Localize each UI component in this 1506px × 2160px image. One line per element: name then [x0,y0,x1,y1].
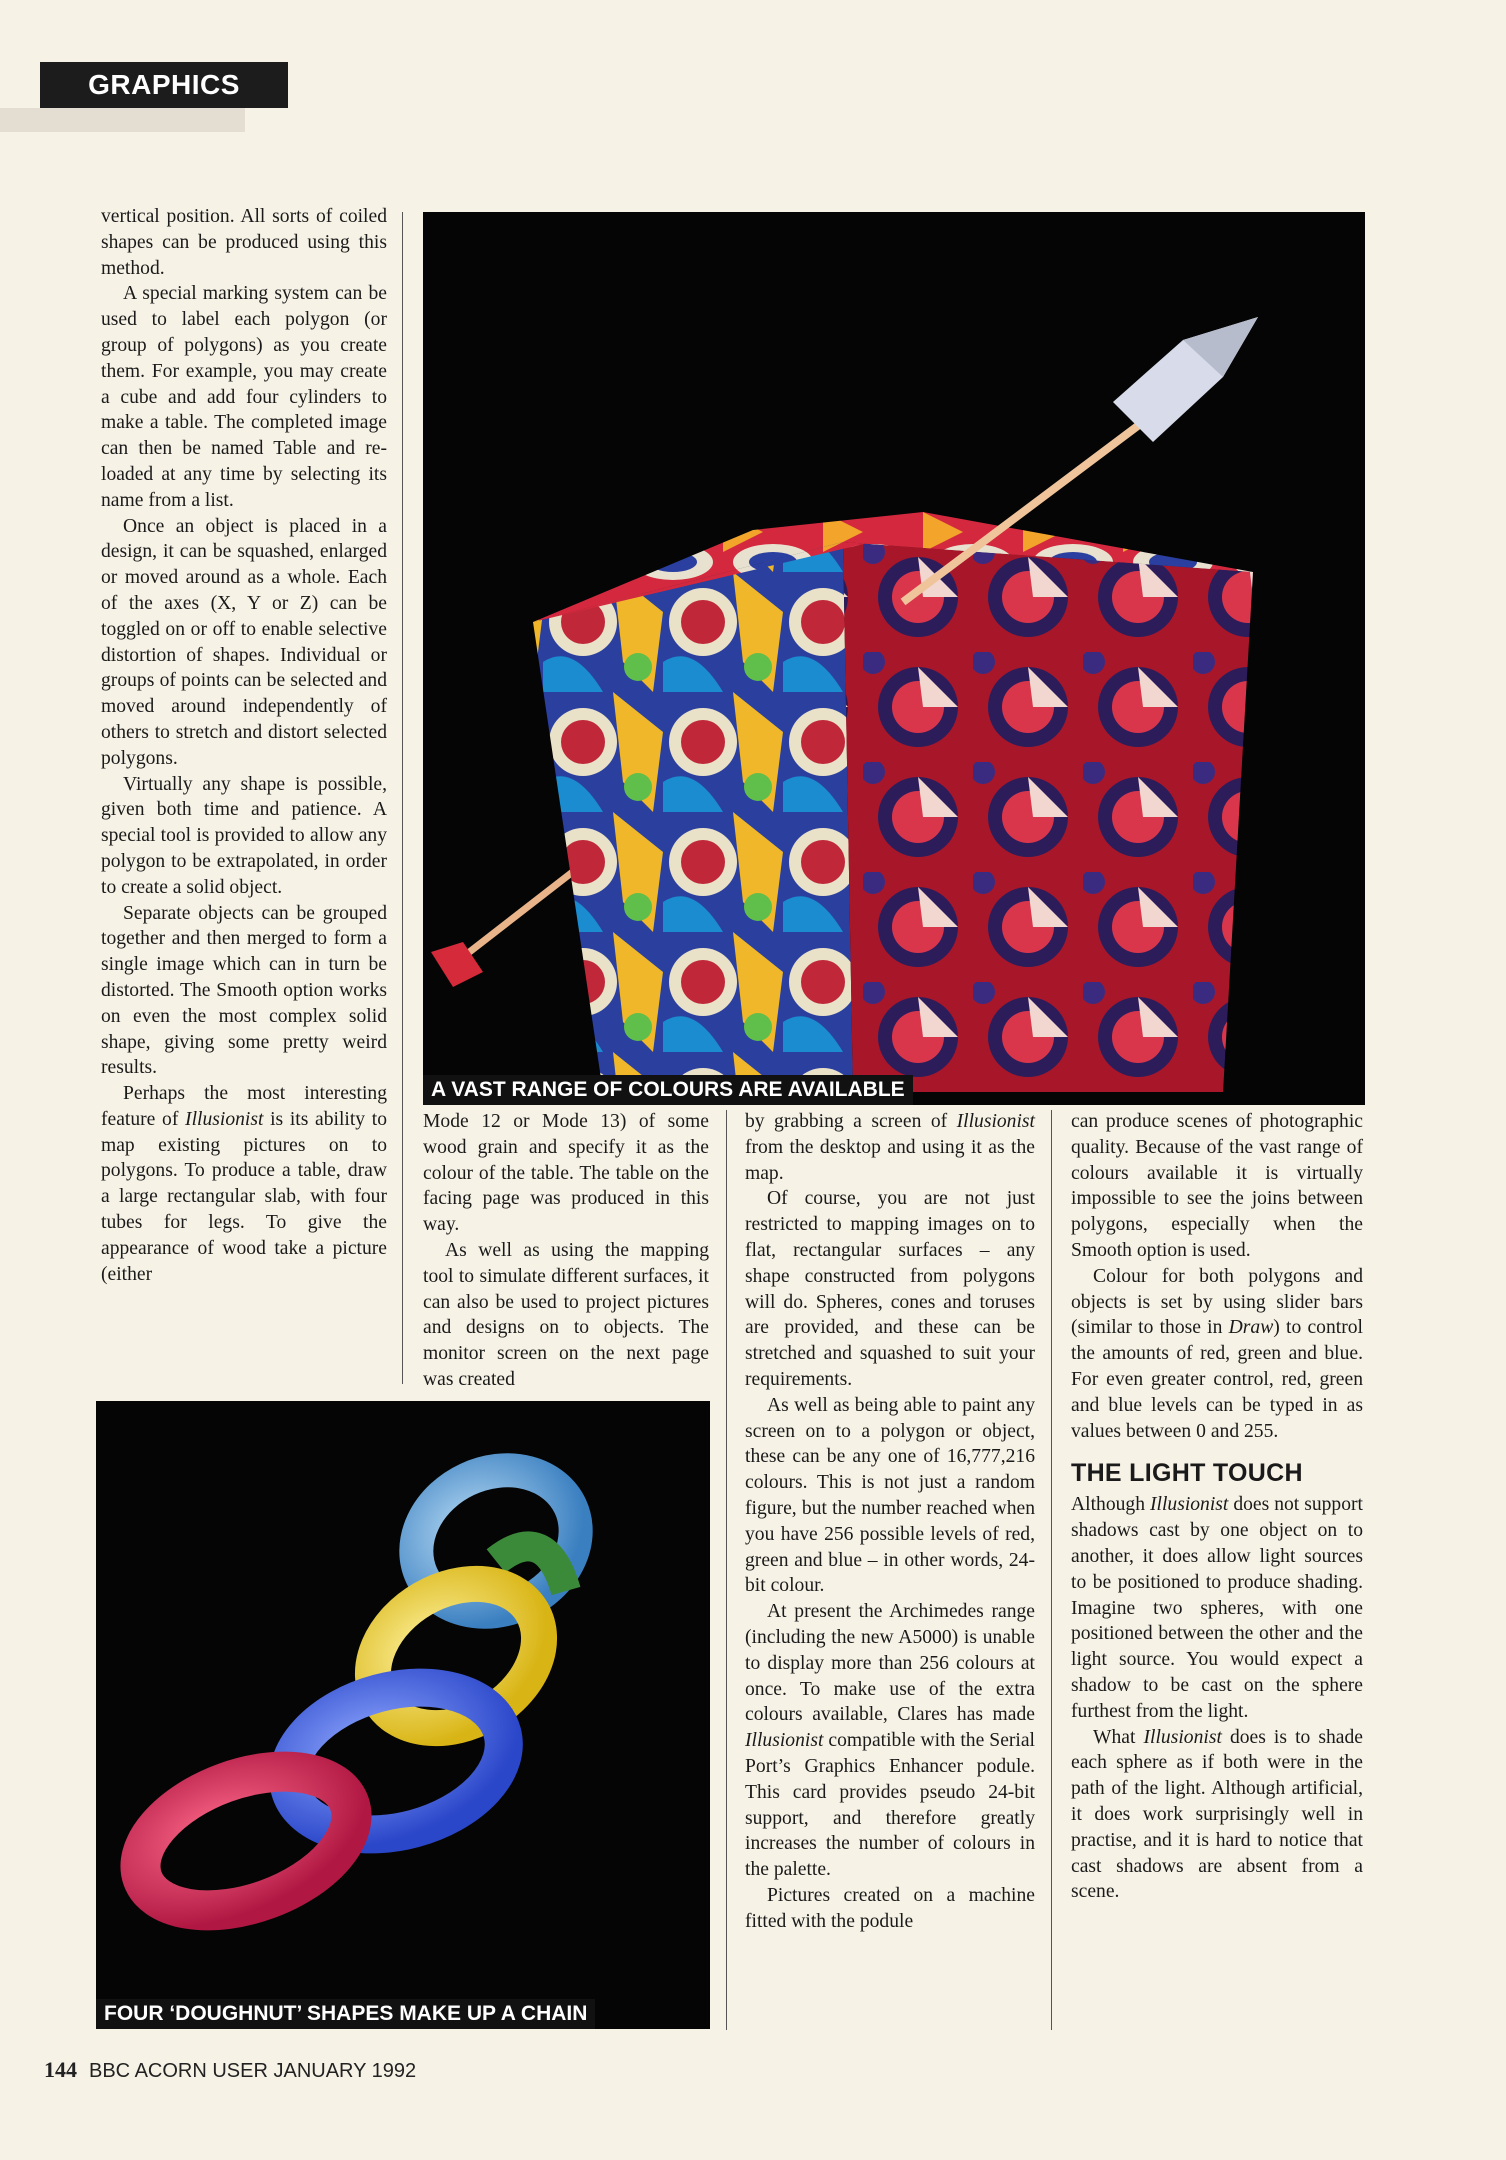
paragraph [1071,1492,1363,1724]
text-run: At present the Archimedes range (including the new A5000) is unable to display more than 256 colours at once. To make use of the extra colours available, Clares has made [745,1601,1035,1726]
figure-caption: FOUR ‘DOUGHNUT’ SHAPES MAKE UP A CHAIN [96,1999,595,2029]
text-run: Colour for both polygons and objects is set by using slider bars (similar to those in [1071,1265,1363,1339]
column-4 [1071,1109,1363,1905]
product-name: Illusionist [185,1108,264,1130]
section-tag: GRAPHICS [40,62,288,108]
figure-caption: A VAST RANGE OF COLOURS ARE AVAILABLE [423,1075,913,1105]
paragraph: vertical position. All sorts of coiled shapes can be produced using this method. [101,206,387,279]
paragraph: Virtually any shape is possible, given both time and patience. A special tool is provided to allow any polygon to be extrapolated, in order to create a solid object. [101,773,387,898]
text-run: ) to control the amounts of red, green and blue. For even greater control, red, green and blue levels can be typed in as values between 0 and 255. [1071,1317,1363,1442]
chain-illustration [96,1401,710,2029]
paragraph [1071,1725,1363,1906]
column-rule [402,212,403,1384]
paragraph [745,1599,1035,1883]
paragraph: can produce scenes of photographic quality. Because of the vast range of colours available it is virtually impossible to see the joins between polygons, especially when the Smooth option is used. [1071,1111,1363,1261]
product-name: Draw [1228,1317,1274,1339]
product-name: Illusionist [956,1111,1035,1132]
paragraph [101,1081,387,1287]
text-run: What [1093,1726,1144,1748]
page-number: 144 [44,2057,77,2082]
page-footer [44,2057,416,2083]
paragraph: Pictures created on a machine fitted with the podule [745,1884,1035,1932]
product-name: Illusionist [1143,1726,1222,1748]
product-name: Illusionist [1149,1494,1229,1516]
column-3 [745,1109,1035,1935]
column-2 [423,1109,709,1393]
paragraph: Mode 12 or Mode 13) of some wood grain and specify it as the colour of the table. The table on the facing page was produced in this way. [423,1111,709,1236]
subheading: THE LIGHT TOUCH [1071,1459,1303,1488]
section-tag-shadow [0,108,245,132]
text-run: Although [1071,1494,1150,1516]
product-name: Illusionist [745,1730,824,1752]
cube-illustration [423,212,1365,1105]
text-run: is its ability to map existing pictures on to polygons. To produce a table, draw a large rectangular slab, with four tubes for legs. To give the appearance of wood take a picture (either [101,1108,388,1285]
text-run: Perhaps the most interesting feature of [101,1083,387,1130]
text-run: by grabbing a screen of [745,1111,957,1132]
chain-photo [96,1401,710,2029]
column-rule [726,1110,727,2030]
paragraph: Separate objects can be grouped together and then merged to form a single image which can in turn be distorted. The Smooth option works on even the most complex solid shape, giving some pretty weird results. [101,902,387,1079]
paragraph [1071,1264,1363,1445]
paragraph: As well as using the mapping tool to simulate different surfaces, it can also be used to project pictures and designs on to objects. The monitor screen on the next page was created [423,1239,709,1390]
text-run: compatible with the Serial Port’s Graphics Enhancer podule. This card provides pseudo 24-bit support, and therefore greatly increases the number of colours in the palette. [745,1730,1035,1881]
paragraph [745,1109,1035,1186]
column-1 [101,204,387,1287]
publication-line: BBC ACORN USER JANUARY 1992 [89,2060,417,2082]
paragraph: As well as being able to paint any screen on to a polygon or object, these can be any one of 16,777,216 colours. This is not just a random figure, but the number reached when you have 256 possible levels of red, green and blue – in other words, 24-bit colour. [745,1394,1035,1597]
text-run: does not support shadows cast by one object on to another, it does allow light sources to be positioned to produce shading. Imagine two spheres, with one positioned between the other and the light source. You would expect a shadow to be cast on the sphere furthest from the light. [1071,1494,1363,1722]
paragraph: A special marking system can be used to label each polygon (or group of polygons) as you create them. For example, you may create a cube and add four cylinders to make a table. The completed image can then be named Table and re-loaded at any time by selecting its name from a list. [101,283,387,511]
cube-photo [423,212,1365,1105]
text-run: does is to shade each sphere as if both were in the path of the light. Although artificial, it does work surprisingly well in practise, and it is hard to notice that cast shadows are absent from a scene. [1071,1726,1363,1903]
paragraph: Once an object is placed in a design, it can be squashed, enlarged or moved around as a whole. Each of the axes (X, Y or Z) can be toggled on or off to enable selective distortion of shapes. Individual or groups of points can be selected and moved around independently of others to stretch and distort selected polygons. [101,515,387,769]
paragraph: Of course, you are not just restricted to mapping images on to flat, rectangular surfaces – any shape constructed from polygons will do. Spheres, cones and toruses are provided, and these can be stretched and squashed to suit your requirements. [745,1188,1035,1390]
text-run: from the desktop and using it as the map. [745,1136,1035,1184]
column-rule [1051,1110,1052,2030]
